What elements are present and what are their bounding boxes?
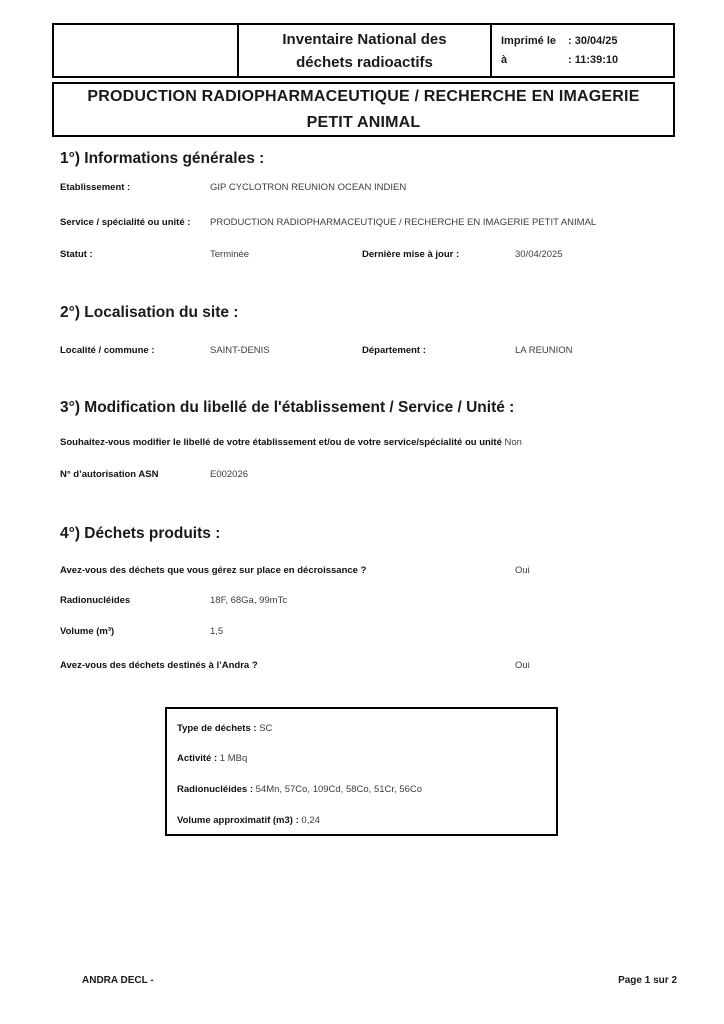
volume-value: 1,5	[210, 626, 224, 637]
waste-radionuclides-row	[177, 784, 422, 796]
andra-label: Avez-vous des déchets destinés à l’Andra ?	[60, 660, 258, 671]
document-title-line2: déchets radioactifs	[296, 53, 433, 71]
waste-volume-label: Volume approximatif (m3) :	[177, 815, 299, 826]
decroissance-label: Avez-vous des déchets que vous gérez sur place en décroissance ?	[60, 565, 367, 576]
section4-heading: 4°) Déchets produits :	[60, 525, 221, 542]
asn-value: E002026	[210, 469, 249, 480]
printed-time-row	[501, 51, 673, 70]
section2-heading: 2°) Localisation du site :	[60, 304, 239, 321]
departement-label: Département :	[362, 345, 426, 356]
etablissement-label: Etablissement :	[60, 182, 131, 193]
waste-type-label: Type de déchets :	[177, 723, 257, 734]
service-value: PRODUCTION RADIOPHARMACEUTIQUE / RECHERCHE EN IMAGERIE PETIT ANIMAL	[210, 217, 597, 228]
waste-type-value: SC	[259, 723, 273, 734]
andra-value: Oui	[515, 660, 530, 671]
printed-date-value: : 30/04/25	[568, 35, 618, 47]
section3-heading: 3°) Modification du libellé de l'établissement / Service / Unité :	[60, 399, 515, 416]
section1-heading: 1°) Informations générales :	[60, 150, 265, 167]
maj-label: Dernière mise à jour :	[362, 249, 460, 260]
modification-question-label: Souhaitez-vous modifier le libellé de votre établissement et/ou de votre service/spécialité ou unité	[60, 437, 502, 448]
radionucleides-value: 18F, 68Ga, 99mTc	[210, 595, 288, 606]
radionucleides-label: Radionucléides	[60, 595, 131, 606]
waste-volume-row	[177, 815, 320, 827]
waste-radionuclides-label: Radionucléides :	[177, 784, 254, 795]
printed-date-row	[501, 32, 673, 51]
banner-line2: PETIT ANIMAL	[306, 113, 421, 131]
statut-value: Terminée	[210, 249, 250, 260]
asn-label: N° d’autorisation ASN	[60, 469, 159, 480]
print-info-cell	[492, 25, 673, 76]
waste-detail-box	[165, 707, 558, 836]
printed-time-label: à	[501, 54, 508, 66]
departement-value: LA REUNION	[515, 345, 573, 356]
decroissance-value: Oui	[515, 565, 530, 576]
waste-type-row	[177, 723, 272, 735]
logo-cell	[54, 25, 239, 76]
maj-value: 30/04/2025	[515, 249, 563, 260]
statut-label: Statut :	[60, 249, 93, 260]
waste-activity-label: Activité :	[177, 753, 218, 764]
modification-question-row	[60, 437, 660, 449]
header-table	[52, 23, 675, 78]
banner-line1: PRODUCTION RADIOPHARMACEUTIQUE / RECHERCHE EN IMAGERIE	[87, 87, 640, 105]
waste-activity-value: 1 MBq	[219, 753, 248, 764]
waste-activity-row	[177, 753, 247, 765]
printed-time-value: : 11:39:10	[568, 54, 619, 66]
waste-radionuclides-value: 54Mn, 57Co, 109Cd, 58Co, 51Cr, 56Co	[255, 784, 423, 795]
etablissement-value: GIP CYCLOTRON REUNION OCEAN INDIEN	[210, 182, 407, 193]
volume-label: Volume (m³)	[60, 626, 115, 637]
modification-question-value: Non	[504, 437, 522, 448]
footer-page-number: Page 1 sur 2	[618, 975, 677, 986]
document-title-line1: Inventaire National des	[282, 30, 447, 48]
localite-label: Localité / commune :	[60, 345, 155, 356]
waste-volume-value: 0,24	[301, 815, 320, 826]
printed-date-label: Imprimé le	[501, 35, 557, 47]
service-label: Service / spécialité ou unité :	[60, 217, 191, 228]
footer-document-ref: ANDRA DECL -	[82, 975, 154, 986]
page-title-banner	[52, 82, 675, 137]
document-title	[239, 25, 492, 76]
localite-value: SAINT-DENIS	[210, 345, 270, 356]
